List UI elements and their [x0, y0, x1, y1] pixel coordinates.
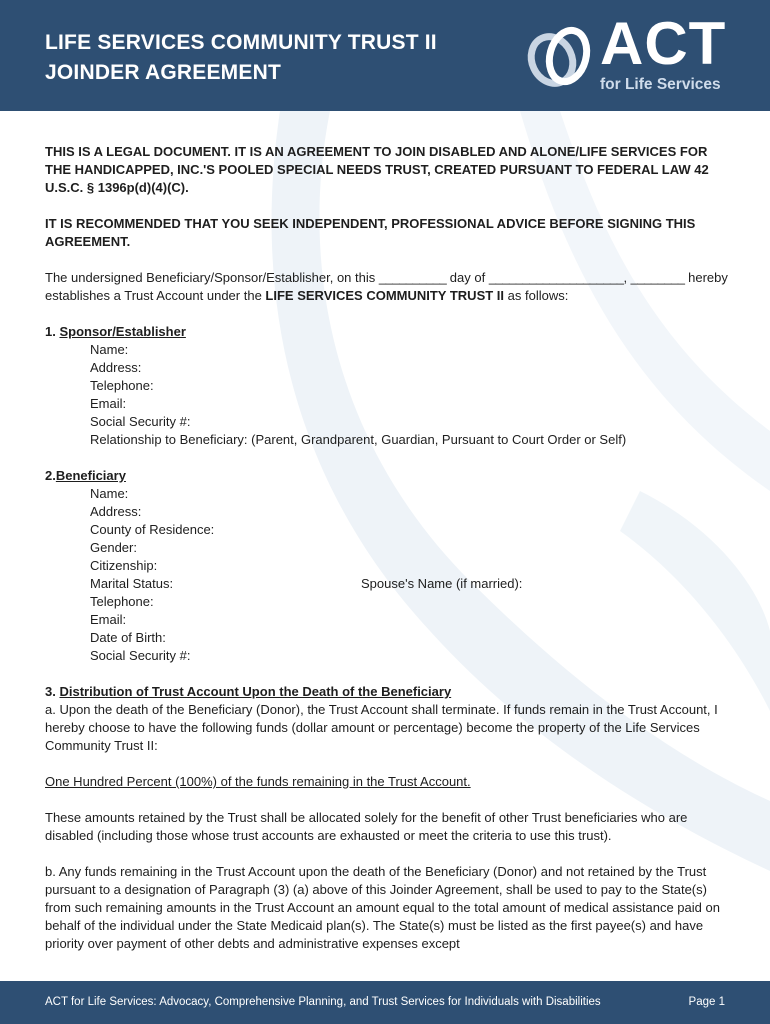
marital-row: [90, 575, 735, 593]
section-2-fields: [45, 485, 735, 665]
beneficiary-name-field: Name:: [90, 486, 129, 501]
section-2-heading: 2.Beneficiary: [45, 468, 126, 483]
month-blank: ____________________: [488, 270, 624, 285]
beneficiary-citizenship-field: Citizenship:: [90, 558, 158, 573]
sponsor-telephone-field: Telephone:: [90, 378, 154, 393]
sponsor-address-field: Address:: [90, 360, 142, 375]
title-line-2: JOINDER AGREEMENT: [45, 61, 281, 84]
beneficiary-gender-field: Gender:: [90, 540, 137, 555]
spouse-name-field: Spouse's Name (if married):: [361, 576, 523, 591]
section-3-paragraph-b: b. Any funds remaining in the Trust Account upon the death of the Beneficiary (Donor) and not retained by the Trust pursuant to a designation of Paragraph (3) (a) above of this Joinder Agreement, shall be used to pay to the State(s) from such remaining amounts in the Trust Account an amount equal to the total amount of medical assistance paid on behalf of the individual under the State Medicaid plan(s). The State(s) must be listed as the first payee(s) and have priority over payment of other debts and administrative expenses except: [45, 864, 720, 951]
day-blank: __________: [378, 270, 447, 285]
marital-status-field: Marital Status:: [90, 576, 174, 591]
logo-subtitle: for Life Services: [600, 76, 721, 93]
logo-wordmark: ACT: [600, 10, 727, 77]
beneficiary-email-field: Email:: [90, 612, 127, 627]
document-title: [45, 28, 437, 88]
advice-notice: IT IS RECOMMENDED THAT YOU SEEK INDEPENDENT, PROFESSIONAL ADVICE BEFORE SIGNING THIS AGREEMENT.: [45, 216, 696, 249]
section-1-heading: 1. Sponsor/Establisher: [45, 324, 186, 339]
year-blank: ________: [630, 270, 685, 285]
legal-notice: THIS IS A LEGAL DOCUMENT. IT IS AN AGREEMENT TO JOIN DISABLED AND ALONE/LIFE SERVICES FOR THE HANDICAPPED, INC.'S POOLED SPECIAL NEEDS TRUST, CREATED PURSUANT TO FEDERAL LAW 42 U.S.C. § 1396p(d)(4)(C).: [45, 144, 709, 195]
beneficiary-address-field: Address:: [90, 504, 142, 519]
beneficiary-telephone-field: Telephone:: [90, 594, 154, 609]
sponsor-ssn-field: Social Security #:: [90, 414, 191, 429]
section-3-heading: 3. Distribution of Trust Account Upon the Death of the Beneficiary: [45, 684, 452, 699]
beneficiary-dob-field: Date of Birth:: [90, 630, 166, 645]
beneficiary-county-field: County of Residence:: [90, 522, 215, 537]
trust-name: LIFE SERVICES COMMUNITY TRUST II: [265, 288, 505, 303]
section-1-fields: [45, 341, 735, 449]
title-line-1: LIFE SERVICES COMMUNITY TRUST II: [45, 31, 437, 54]
act-logo: [522, 10, 742, 98]
sponsor-name-field: Name:: [90, 342, 129, 357]
page-number: Page 1: [688, 996, 725, 1008]
sponsor-email-field: Email:: [90, 396, 127, 411]
document-body: [45, 143, 735, 953]
footer-tagline: ACT for Life Services: Advocacy, Comprehensive Planning, and Trust Services for Individuals with Disabilities: [45, 996, 601, 1008]
distribution-choice: One Hundred Percent (100%) of the funds remaining in the Trust Account.: [45, 774, 471, 789]
header-banner: [0, 0, 770, 111]
retained-amounts-paragraph: These amounts retained by the Trust shall be allocated solely for the benefit of other Trust beneficiaries who are disabled (including those whose trust accounts are exhausted or meet the criteria to use this trust).: [45, 810, 688, 843]
act-logo-rings-icon: [522, 22, 600, 94]
intro-paragraph: The undersigned Beneficiary/Sponsor/Establisher, on this __________ day of ____________________, ________ hereby establishes a Trust Account under the LIFE SERVICES COMMUNITY TRUST II as follows:: [45, 270, 728, 303]
sponsor-relationship-field: Relationship to Beneficiary: (Parent, Grandparent, Guardian, Pursuant to Court Order or Self): [90, 432, 627, 447]
section-3-paragraph-a: a. Upon the death of the Beneficiary (Donor), the Trust Account shall terminate. If funds remain in the Trust Account, I hereby choose to have the following funds (dollar amount or percentage) become the property of the Life Services Community Trust II:: [45, 702, 718, 753]
footer-banner: [0, 981, 770, 1024]
beneficiary-ssn-field: Social Security #:: [90, 648, 191, 663]
